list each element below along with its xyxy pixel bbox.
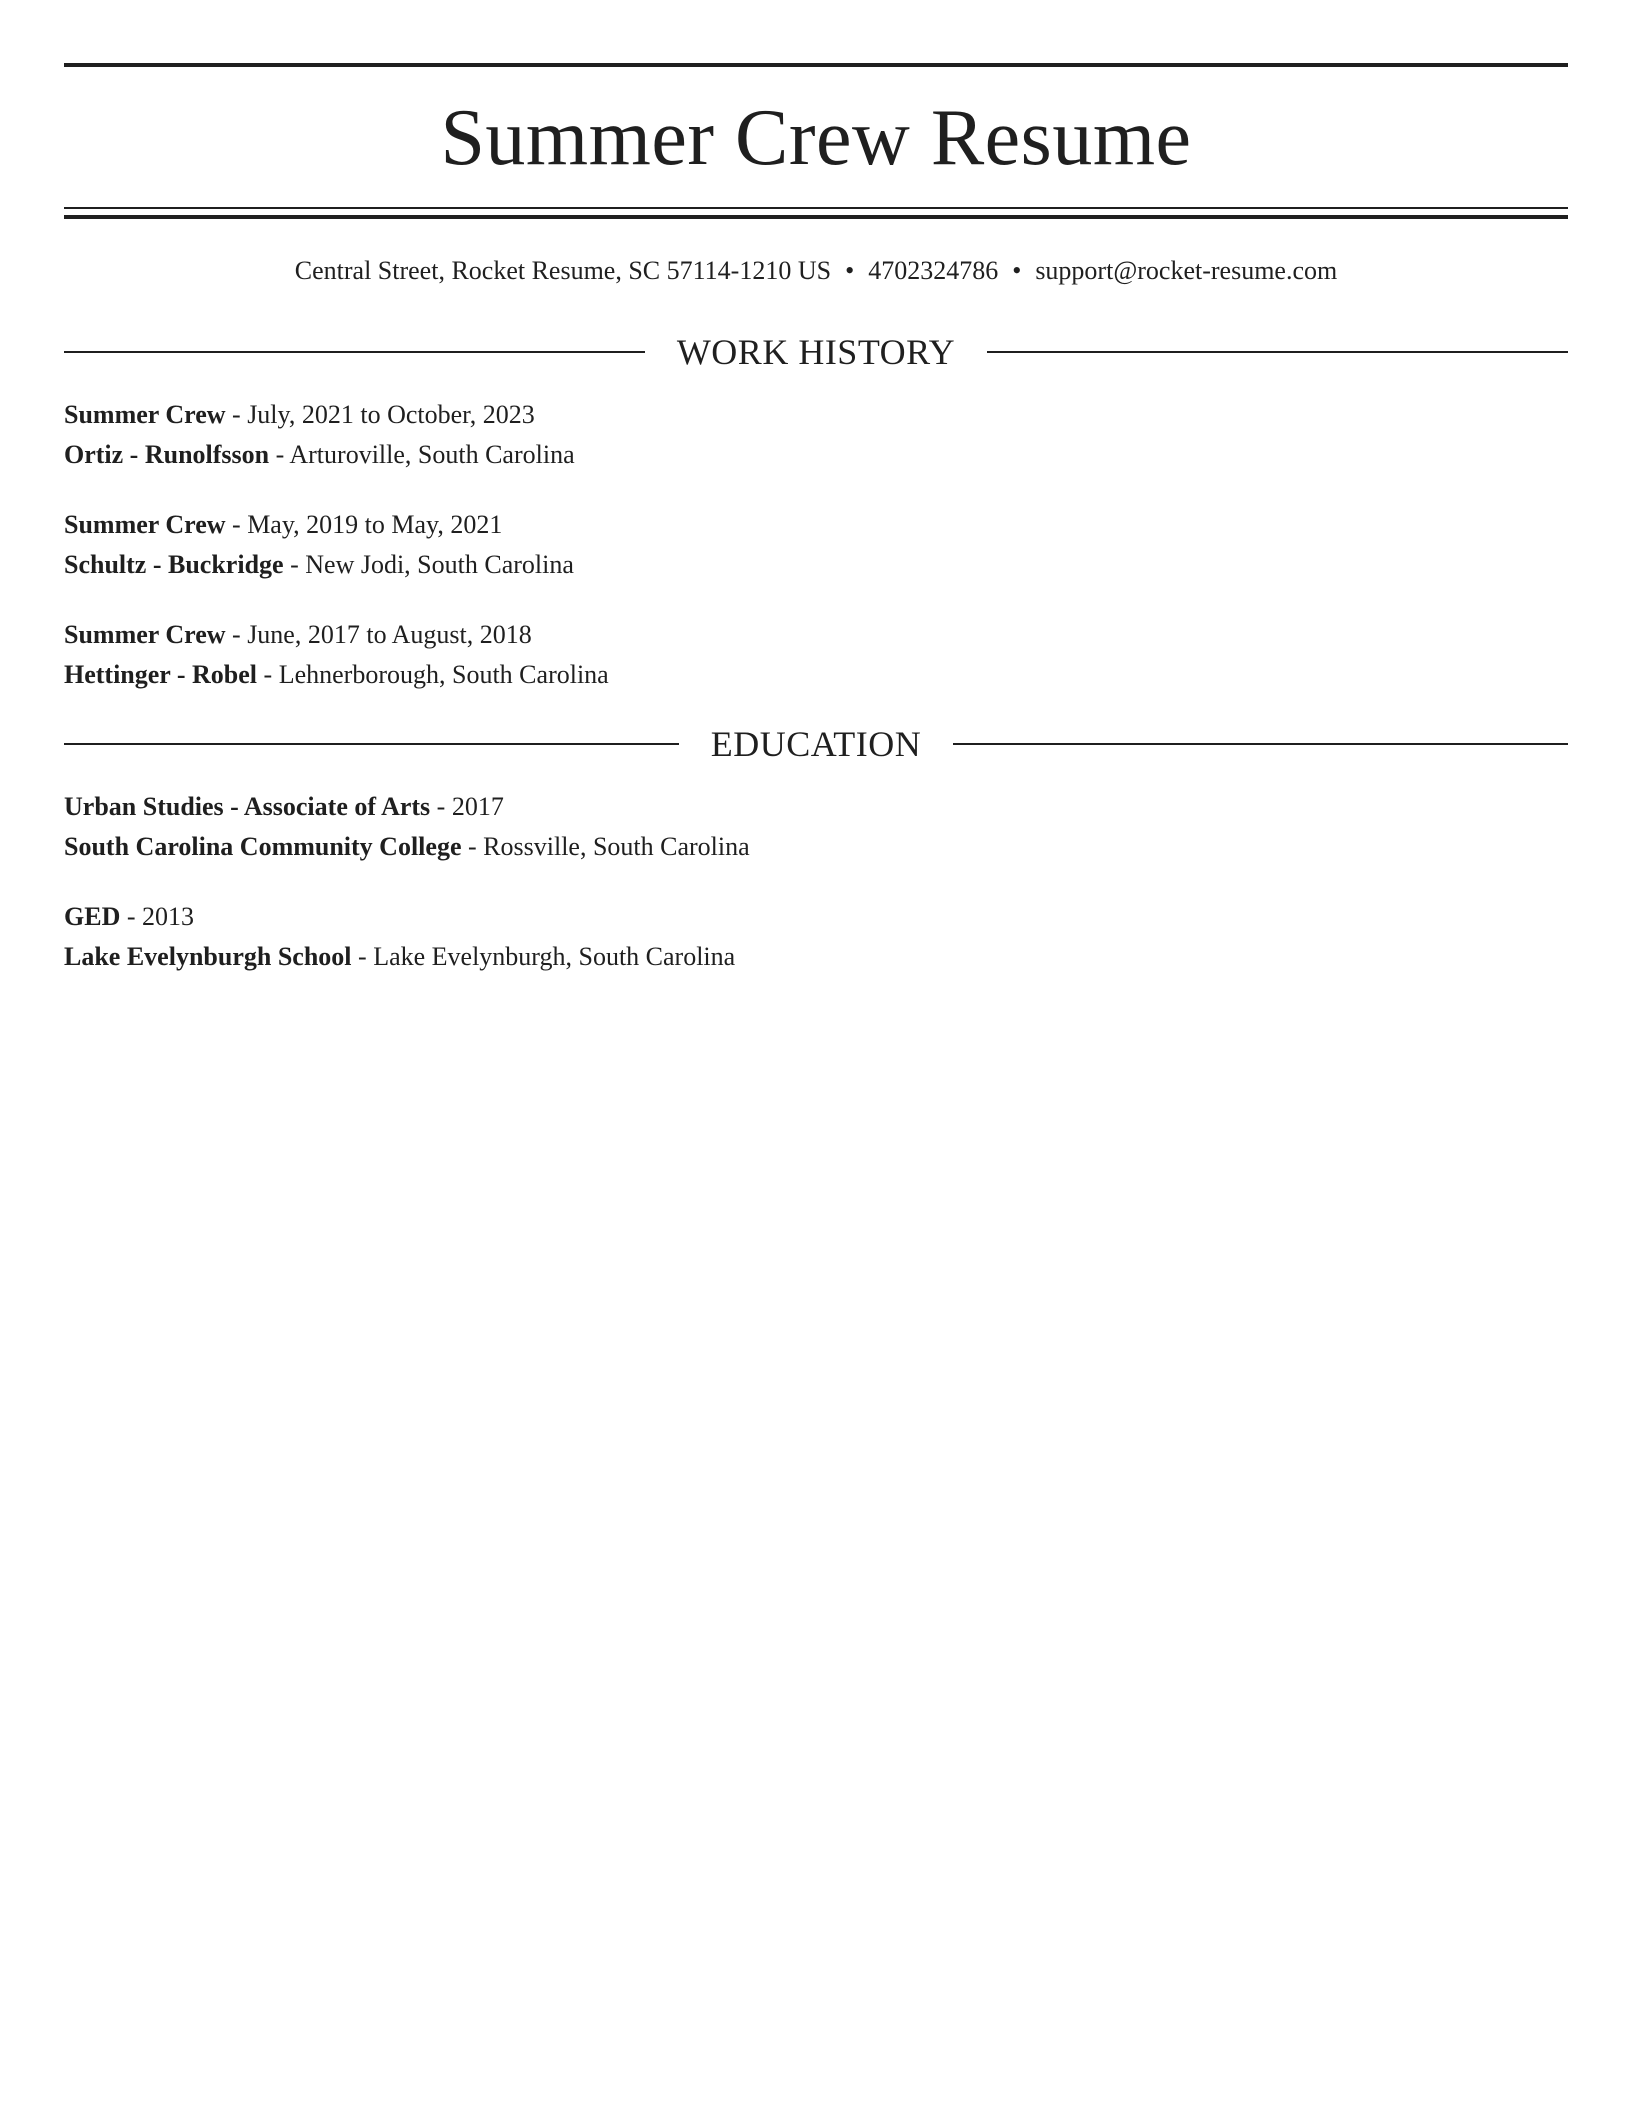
education-entry <box>64 787 1568 867</box>
contact-separator: • <box>1012 256 1022 285</box>
job-dates: May, 2019 to May, 2021 <box>247 510 503 539</box>
work-entry <box>64 615 1568 695</box>
work-entry-employer-row: Hettinger - Robel - Lehnerborough, South Carolina <box>64 660 609 689</box>
contact-address: Central Street, Rocket Resume, SC 57114-1210 US <box>294 256 832 285</box>
work-entry-employer-row: Ortiz - Runolfsson - Arturoville, South Carolina <box>64 440 575 469</box>
employer-name: Ortiz - Runolfsson <box>64 440 270 469</box>
school-location: Rossville, South Carolina <box>483 832 750 861</box>
employer-location: New Jodi, South Carolina <box>305 550 574 579</box>
job-dates: June, 2017 to August, 2018 <box>247 620 532 649</box>
heading-rule-right <box>953 743 1568 745</box>
job-dates: July, 2021 to October, 2023 <box>247 400 535 429</box>
header-double-rule-thin <box>64 207 1568 209</box>
employer-location: Lehnerborough, South Carolina <box>278 660 609 689</box>
work-entry-title-row: Summer Crew - June, 2017 to August, 2018 <box>64 620 532 649</box>
degree-year: 2013 <box>142 902 195 931</box>
header-top-rule <box>64 63 1568 67</box>
section-title: WORK HISTORY <box>676 332 956 372</box>
job-position: Summer Crew <box>64 620 226 649</box>
work-entry-title-row: Summer Crew - May, 2019 to May, 2021 <box>64 510 503 539</box>
contact-separator: • <box>845 256 855 285</box>
employer-name: Schultz - Buckridge <box>64 550 284 579</box>
education-entry-school-row: Lake Evelynburgh School - Lake Evelynburgh, South Carolina <box>64 942 736 971</box>
heading-rule-left <box>64 351 645 353</box>
education-entry-degree-row: GED - 2013 <box>64 902 195 931</box>
school-name: Lake Evelynburgh School <box>64 942 352 971</box>
contact-email: support@rocket-resume.com <box>1035 256 1338 285</box>
employer-location: Arturoville, South Carolina <box>289 440 575 469</box>
work-entry-employer-row: Schultz - Buckridge - New Jodi, South Carolina <box>64 550 574 579</box>
job-position: Summer Crew <box>64 510 226 539</box>
school-name: South Carolina Community College <box>64 832 462 861</box>
section-title: EDUCATION <box>710 724 922 764</box>
school-location: Lake Evelynburgh, South Carolina <box>373 942 736 971</box>
degree-name: Urban Studies - Associate of Arts <box>64 792 431 821</box>
work-entry <box>64 505 1568 585</box>
work-entry <box>64 395 1568 475</box>
employer-name: Hettinger - Robel <box>64 660 258 689</box>
contact-phone: 4702324786 <box>868 256 999 285</box>
education-entry <box>64 897 1568 977</box>
resume-title: Summer Crew Resume <box>440 94 1192 182</box>
education-heading <box>64 722 1568 766</box>
education-entry-degree-row: Urban Studies - Associate of Arts - 2017 <box>64 792 504 821</box>
heading-rule-right <box>987 351 1568 353</box>
work-history-heading <box>64 330 1568 374</box>
education-entry-school-row: South Carolina Community College - Rossville, South Carolina <box>64 832 750 861</box>
work-entry-title-row: Summer Crew - July, 2021 to October, 2023 <box>64 400 535 429</box>
contact-line <box>64 253 1568 289</box>
degree-year: 2017 <box>451 792 504 821</box>
header-double-rule-thick <box>64 215 1568 219</box>
job-position: Summer Crew <box>64 400 226 429</box>
degree-name: GED <box>64 902 121 931</box>
heading-rule-left <box>64 743 679 745</box>
